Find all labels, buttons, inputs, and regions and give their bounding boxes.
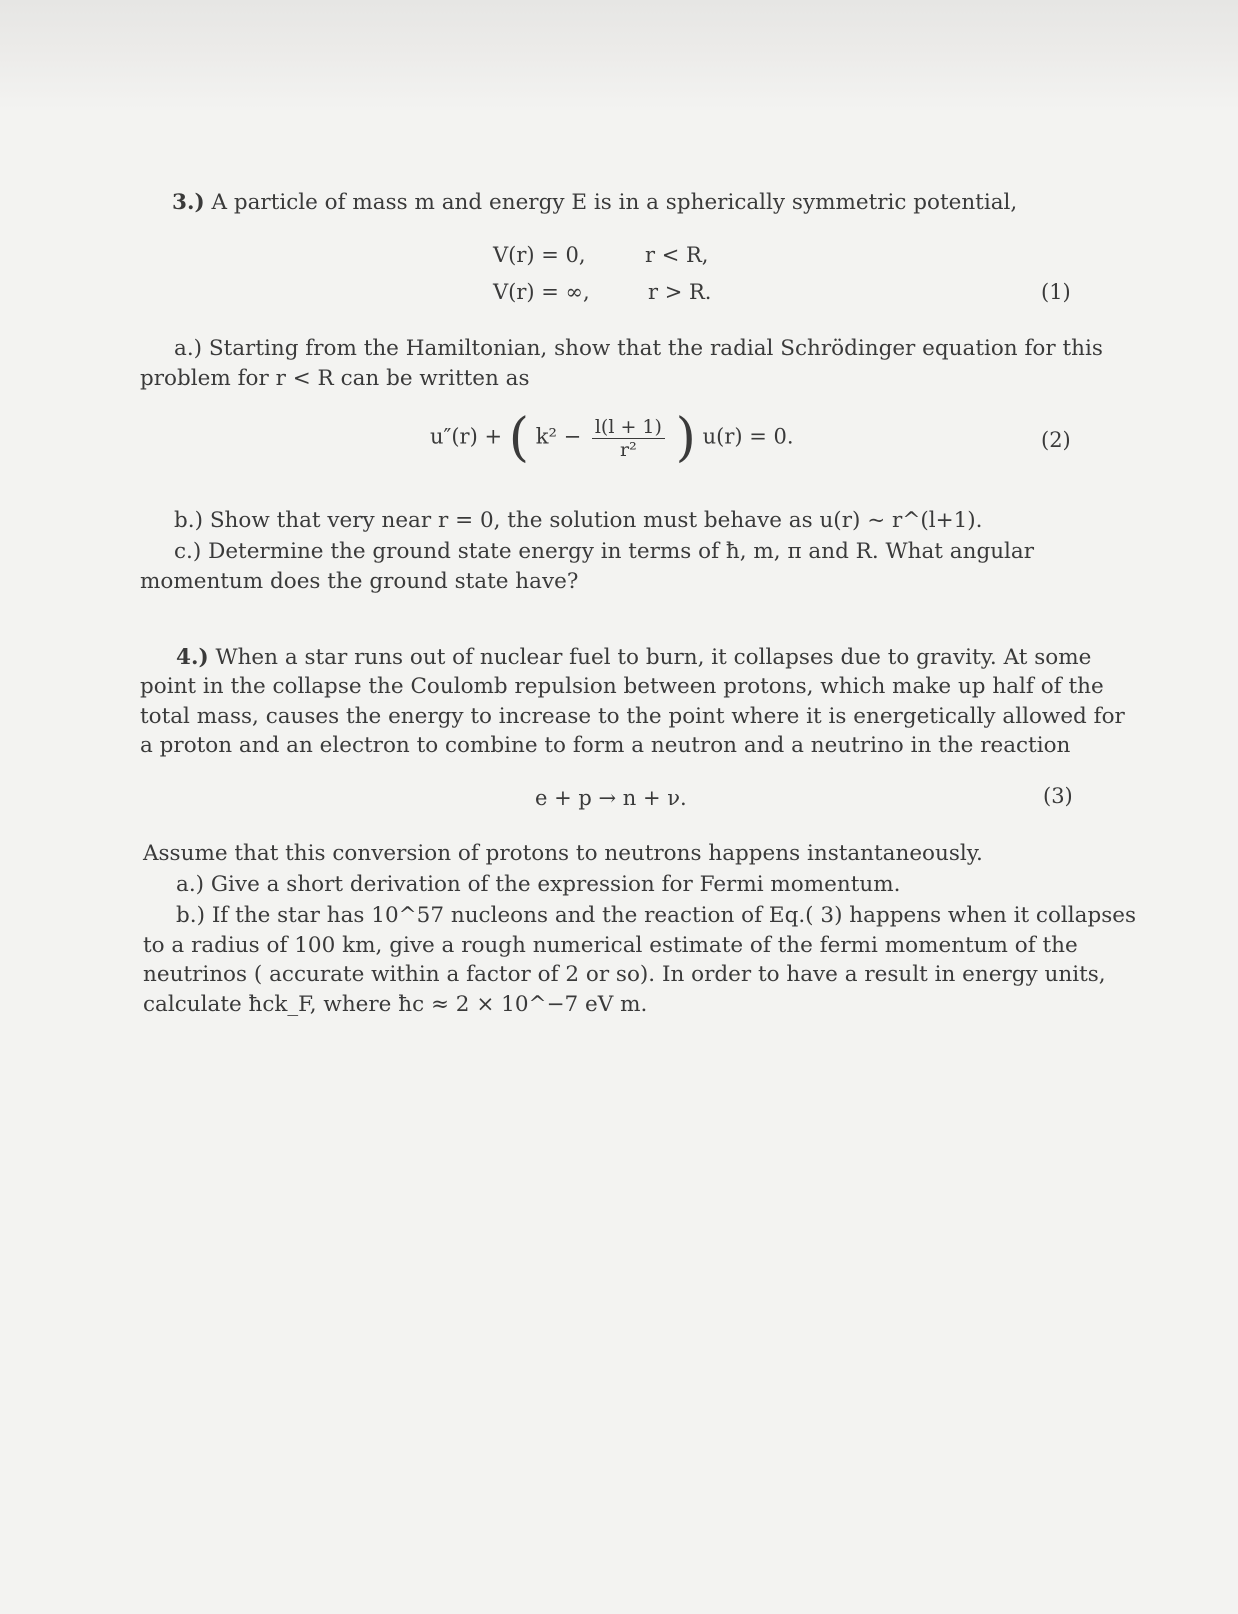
problem4-part-b-line2: to a radius of 100 km, give a rough numerical estimate of the fermi momentum of the — [143, 933, 1078, 958]
eq2: u″(r) + ( k² − $\frac{l(l + 1)}{\text{r²}}$ ) u(r) = 0. — [430, 408, 794, 468]
problem3-number: 3.) — [172, 190, 205, 215]
problem4-part-a: a.) Give a short derivation of the expression for Fermi momentum. — [176, 872, 901, 897]
problem4-part-b-line4: calculate ħck_F, where ħc ≈ 2 × 10^−7 eV m. — [143, 992, 648, 1017]
problem4-part-b-line3: neutrinos ( accurate within a factor of 2 or so). In order to have a result in energy units, — [143, 962, 1106, 987]
scan-shading — [0, 0, 1238, 110]
assume-line: Assume that this conversion of protons to neutrons happens instantaneously. — [143, 841, 983, 866]
eq1-line2-rhs: r > R. — [648, 280, 712, 304]
part-a-line1: a.) Starting from the Hamiltonian, show that the radial Schrödinger equation for this — [174, 336, 1103, 361]
problem4-line3: total mass, causes the energy to increase to the point where it is energetically allowed for — [140, 704, 1125, 729]
eq2-denominator: r² — [620, 438, 637, 461]
problem3-intro-text: A particle of mass m and energy E is in a spherically symmetric potential, — [211, 190, 1018, 215]
problem4-line4: a proton and an electron to combine to form a neutron and a neutrino in the reaction — [140, 733, 1071, 758]
eq3: e + p → n + ν. — [535, 786, 687, 810]
eq1-line1-lhs: V(r) = 0, — [493, 243, 586, 267]
part-b: b.) Show that very near r = 0, the solution must behave as u(r) ~ r^(l+1). — [174, 508, 983, 533]
eq2-label: (2) — [1041, 428, 1071, 452]
eq1-line2-lhs: V(r) = ∞, — [493, 280, 590, 304]
eq1-label: (1) — [1041, 280, 1071, 304]
part-c-line2: momentum does the ground state have? — [140, 569, 579, 594]
problem3-intro — [172, 188, 1017, 218]
eq2-left: u″(r) + — [430, 424, 503, 449]
problem4-line2: point in the collapse the Coulomb repulsion between protons, which make up half of the — [140, 674, 1104, 699]
part-a-line2: problem for r < R can be written as — [140, 366, 530, 391]
problem4-part-b-line1: b.) If the star has 10^57 nucleons and the reaction of Eq.( 3) happens when it collapses — [176, 903, 1137, 928]
part-c-line1: c.) Determine the ground state energy in terms of ħ, m, π and R. What angular — [174, 539, 1035, 564]
eq3-label: (3) — [1043, 784, 1073, 808]
problem4-line1 — [176, 643, 1091, 673]
problem4-number: 4.) — [176, 645, 209, 670]
eq2-numerator: l(l + 1) — [592, 416, 665, 439]
eq2-k: k² − — [535, 424, 582, 449]
eq2-right: u(r) = 0. — [702, 424, 794, 449]
problem4-line1-text: When a star runs out of nuclear fuel to burn, it collapses due to gravity. At some — [215, 645, 1092, 670]
eq1-line1-rhs: r < R, — [645, 243, 709, 267]
